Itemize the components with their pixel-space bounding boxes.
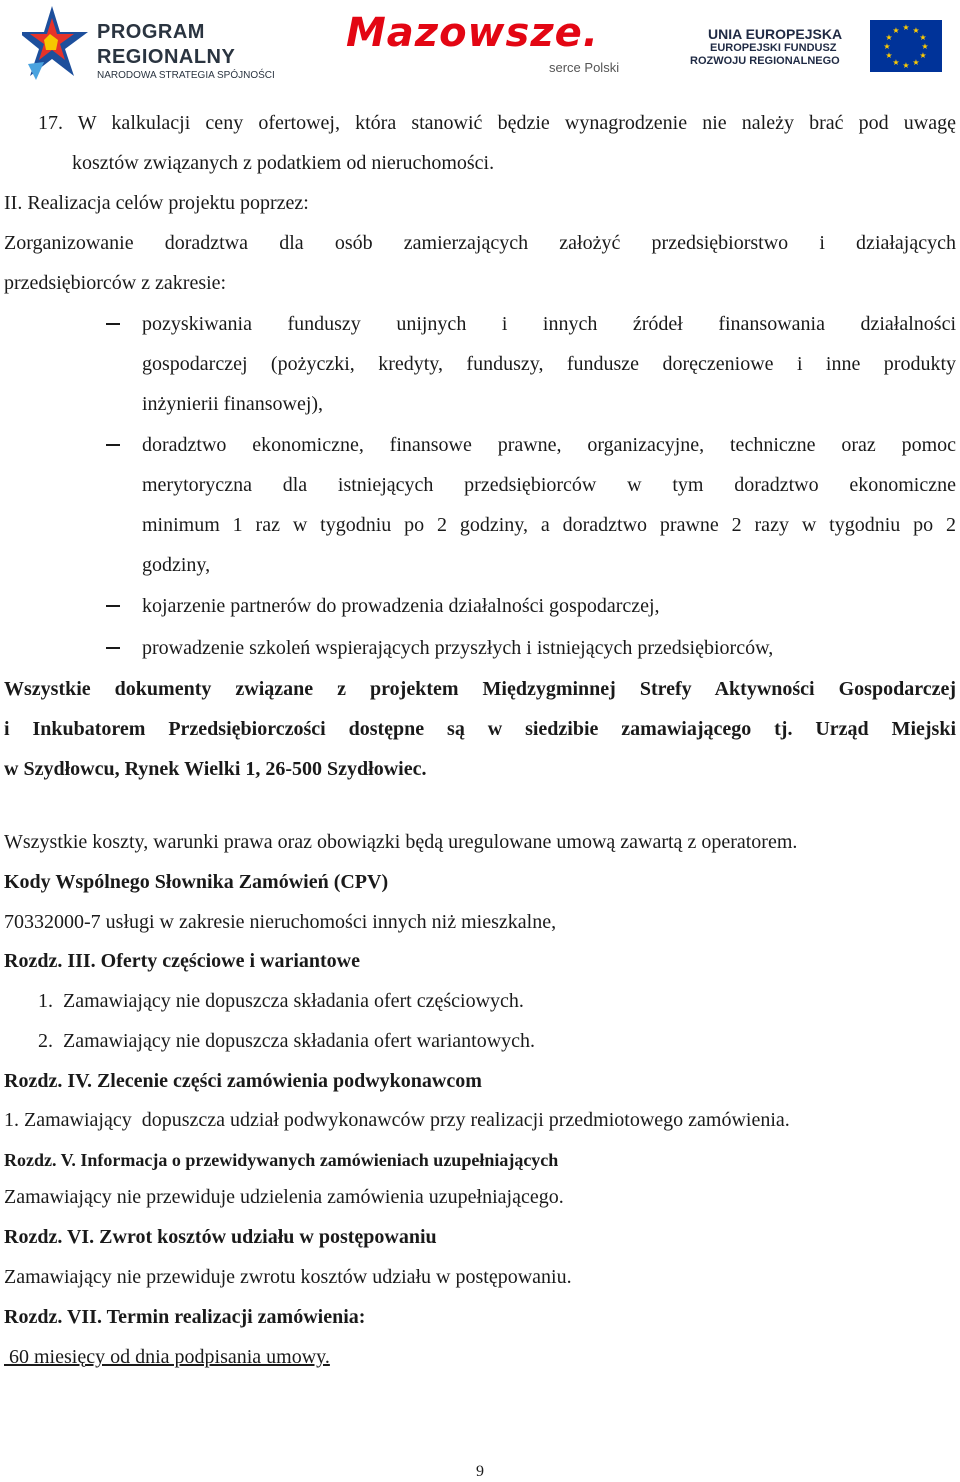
eu-line-2: EUROPEJSKI FUNDUSZ [710,42,837,54]
svg-text:★: ★ [912,26,920,35]
bullet-dash [106,647,120,649]
strategia-line: NARODOWA STRATEGIA SPÓJNOŚCI [97,70,275,81]
bullet-2-line-2: merytoryczna dla istniejących przedsiębiorców w tym doradztwo ekonomiczne [142,474,956,496]
svg-text:★: ★ [912,58,920,67]
eu-line-1: UNIA EUROPEJSKA [708,26,843,42]
bullet-4-text: prowadzenie szkoleń wspierających przyszłych i istniejących przedsiębiorców, [142,637,774,659]
cpv-heading: Kody Wspólnego Słownika Zamówień (CPV) [4,871,389,893]
bullet-dash [106,605,120,607]
mazowsze-logo [346,10,646,78]
rozdz-5-text: Zamawiający nie przewiduje udzielenia zamówienia uzupełniającego. [4,1186,564,1208]
mazowsze-wordmark: Mazowsze. [346,10,599,56]
point-17-line-1: 17. W kalkulacji ceny ofertowej, która stanowić będzie wynagrodzenie nie należy brać pod uwagę [38,112,956,134]
svg-text:★: ★ [892,58,900,67]
cpv-code-line: 70332000-7 usługi w zakresie nieruchomości innych niż mieszkalne, [4,911,557,933]
page-header [0,0,960,92]
point-17-line-2: kosztów związanych z podatkiem od nieruchomości. [72,152,495,174]
rozdz-5-heading: Rozdz. V. Informacja o przewidywanych zamówieniach uzupełniających [4,1150,559,1170]
rozdz-7-text: 60 miesięcy od dnia podpisania umowy. [4,1346,330,1368]
rozdz-3-heading: Rozdz. III. Oferty częściowe i wariantowe [4,950,361,972]
svg-text:★: ★ [921,42,929,51]
program-regionalny-logo [22,4,302,86]
eu-flag-icon [870,20,942,72]
bullet-1-line-3: inżynierii finansowej), [142,393,324,415]
mazowsze-tagline: serce Polski [549,60,620,75]
rozdz-6-text: Zamawiający nie przewiduje zwrotu kosztów udziału w postępowaniu. [4,1266,572,1288]
bullet-3-text: kojarzenie partnerów do prowadzenia działalności gospodarczej, [142,595,660,617]
section-2-heading: II. Realizacja celów projektu poprzez: [4,192,309,214]
svg-text:★: ★ [883,42,891,51]
rozdz-4-heading: Rozdz. IV. Zlecenie części zamówienia podwykonawcom [4,1070,482,1092]
bullet-2-line-3: minimum 1 raz w tygodniu po 2 godziny, a doradztwo prawne 2 razy w tygodniu po 2 [142,514,956,536]
rozdz-3-item-2: 2. Zamawiający nie dopuszcza składania ofert wariantowych. [38,1030,536,1052]
program-regionalny-star-icon [22,4,92,86]
documents-line-1: Wszystkie dokumenty związane z projektem Międzygminnej Strefy Aktywności Gospodarczej [4,678,956,700]
program-line: PROGRAM [97,21,205,43]
rozdz-4-item-1: 1. Zamawiający dopuszcza udział podwykonawców przy realizacji przedmiotowego zamówienia. [4,1109,790,1131]
bullet-dash [106,444,120,446]
svg-text:★: ★ [902,61,910,70]
bullet-2-line-1: doradztwo ekonomiczne, finansowe prawne, organizacyjne, techniczne oraz pomoc [142,434,956,456]
bullet-1-line-1: pozyskiwania funduszy unijnych i innych źródeł finansowania działalności [142,313,956,335]
costs-paragraph: Wszystkie koszty, warunki prawa oraz obowiązki będą uregulowane umową zawartą z operatorem. [4,831,798,853]
svg-text:★: ★ [902,23,910,32]
svg-text:★: ★ [919,33,927,42]
svg-text:★: ★ [892,26,900,35]
svg-text:★: ★ [919,51,927,60]
section-2-intro-line-2: przedsiębiorców z zakresie: [4,272,227,294]
bullet-dash [106,323,120,325]
eu-logo [690,18,942,78]
svg-text:★: ★ [885,33,893,42]
bullet-2-line-4: godziny, [142,554,211,576]
rozdz-3-item-1: 1. Zamawiający nie dopuszcza składania ofert częściowych. [38,990,524,1012]
documents-line-2: i Inkubatorem Przedsiębiorczości dostępne są w siedzibie zamawiającego tj. Urząd Miejski [4,718,956,740]
rozdz-7-heading: Rozdz. VII. Termin realizacji zamówienia: [4,1306,366,1328]
bullet-1-line-2: gospodarczej (pożyczki, kredyty, funduszy, fundusze doręczeniowe i inne produkty [142,353,956,375]
page-number: 9 [476,1463,484,1480]
documents-line-3: w Szydłowcu, Rynek Wielki 1, 26-500 Szydłowiec. [4,758,427,780]
svg-text:★: ★ [885,51,893,60]
eu-line-3: ROZWOJU REGIONALNEGO [690,55,840,67]
rozdz-6-heading: Rozdz. VI. Zwrot kosztów udziału w postępowaniu [4,1226,437,1248]
regionalny-line: REGIONALNY [97,46,236,68]
section-2-intro-line-1: Zorganizowanie doradztwa dla osób zamierzających założyć przedsiębiorstwo i działających [4,232,956,254]
